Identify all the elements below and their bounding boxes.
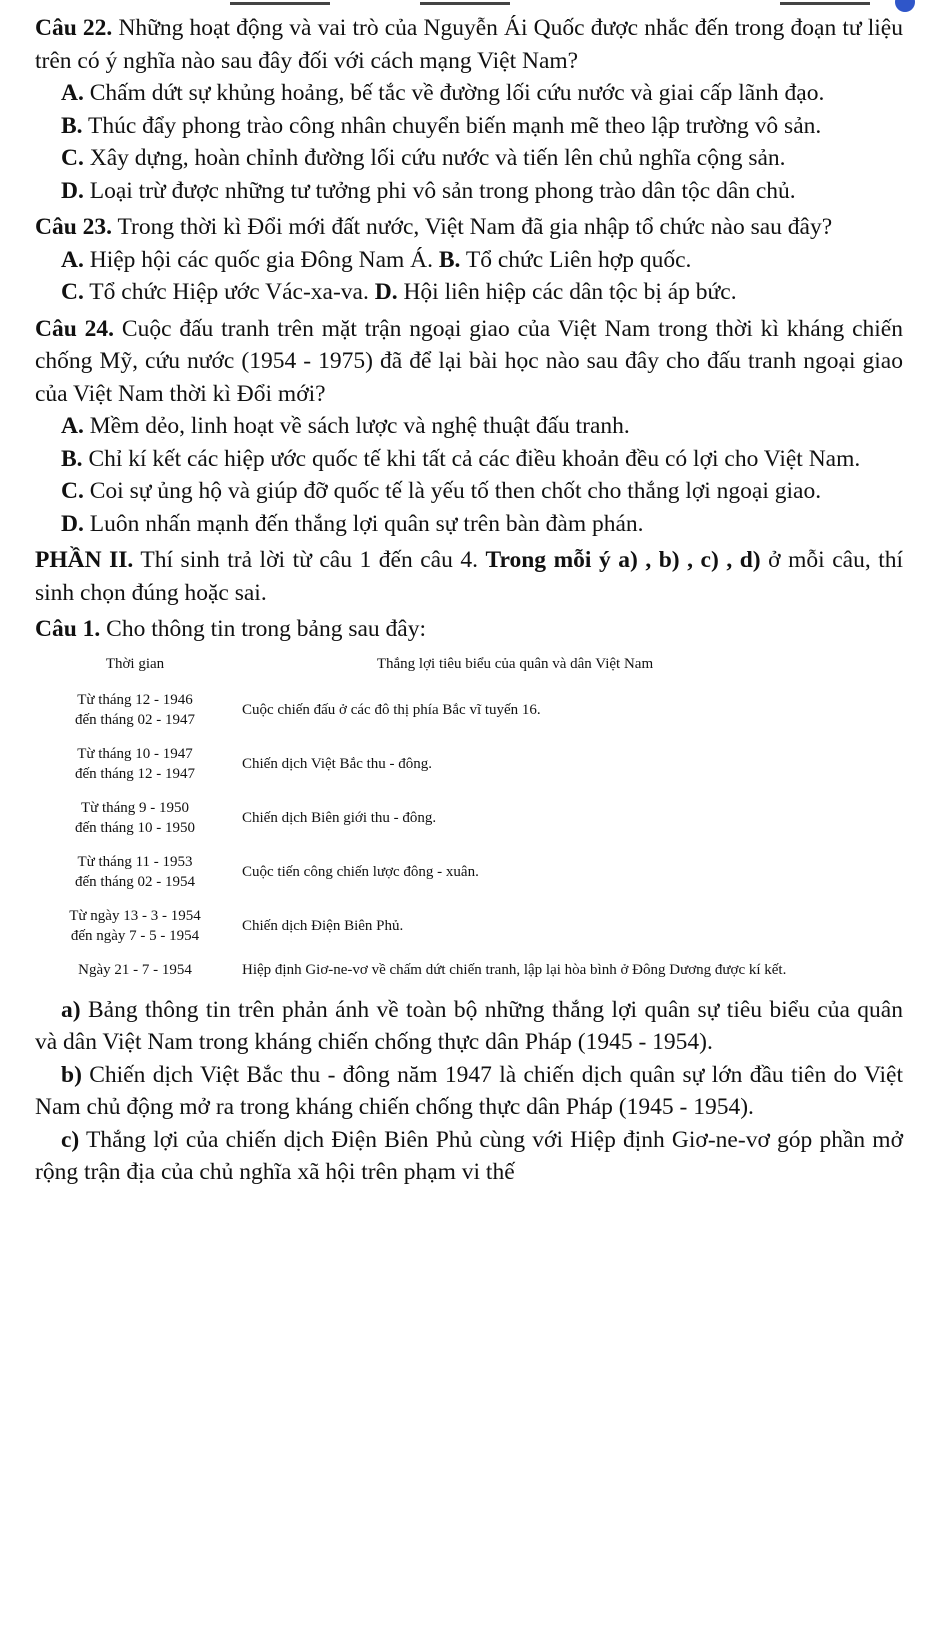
header-time: Thời gian (105, 655, 165, 672)
option-letter: C. (61, 279, 84, 305)
question-stem: Những hoạt động và vai trò của Nguyễn Ái Quốc được nhắc đến trong đoạn tư liệu trên có ý nghĩa nào sau đây đối với cách mạng Việt Nam? (35, 15, 903, 74)
table-row (36, 738, 796, 792)
option-letter: B. (61, 445, 83, 472)
cell-time: Ngày 21 - 7 - 1954 (78, 961, 192, 978)
statement-a (0, 994, 933, 1059)
option-b (0, 443, 933, 476)
options-cd (0, 276, 933, 309)
option-text: Tổ chức Liên hợp quốc. (460, 246, 692, 273)
option-letter: D. (61, 177, 84, 204)
scroll-indicator-icon (895, 0, 915, 12)
table-row (36, 684, 796, 738)
option-b (0, 110, 933, 143)
statement-letter: b) (61, 1061, 82, 1088)
option-letter: D. (61, 510, 84, 537)
cell-time: Từ ngày 13 - 3 - 1954 đến ngày 7 - 5 - 1954 (69, 907, 201, 944)
option-text: Luôn nhấn mạnh đến thắng lợi quân sự trên bàn đàm phán. (83, 510, 644, 537)
question-label: Câu 1. (35, 616, 101, 642)
question-22 (0, 12, 933, 77)
part-bold-text: Trong mỗi ý a) , b) , c) , d) (485, 547, 761, 573)
exam-page (0, 12, 933, 1189)
option-a (0, 410, 933, 443)
cell-event: Chiến dịch Việt Bắc thu - đông. (242, 755, 433, 772)
option-text: Loại trừ được những tư tưởng phi vô sản trong phong trào dân tộc dân chủ. (83, 177, 796, 204)
cell-event: Chiến dịch Điện Biên Phủ. (242, 917, 404, 934)
option-d (0, 508, 933, 541)
statement-b (0, 1059, 933, 1124)
question-23 (0, 211, 933, 244)
table-row (36, 792, 796, 846)
option-c (0, 475, 933, 508)
option-a (0, 77, 933, 110)
option-text: Hiệp hội các quốc gia Đông Nam Á. (83, 246, 439, 273)
cropped-line (420, 2, 510, 5)
cell-event: Cuộc chiến đấu ở các đô thị phía Bắc vĩ tuyến 16. (242, 701, 541, 718)
option-text: Mềm dẻo, linh hoạt về sách lược và nghệ thuật đấu tranh. (83, 413, 630, 439)
table-row (36, 900, 796, 954)
top-edge-remnant (0, 0, 933, 10)
cell-time: Từ tháng 11 - 1953 đến tháng 02 - 1954 (75, 853, 195, 890)
question-label: Câu 23. (35, 214, 113, 240)
option-text: Coi sự ủng hộ và giúp đỡ quốc tế là yếu tố then chốt cho thắng lợi ngoại giao. (83, 478, 822, 504)
part-2-instructions (0, 544, 933, 609)
options-ab (0, 244, 933, 277)
statement-text: Thắng lợi của chiến dịch Điện Biên Phủ cùng với Hiệp định Giơ-ne-vơ góp phần mở rộng trận địa của chủ nghĩa xã hội trên phạm vi thế (35, 1126, 903, 1185)
cell-event: Hiệp định Giơ-ne-vơ về chấm dứt chiến tranh, lập lại hòa bình ở Đông Dương được kí kết. (242, 961, 787, 978)
statement-letter: c) (61, 1126, 80, 1153)
option-letter: B. (61, 112, 83, 139)
statement-text: Chiến dịch Việt Bắc thu - đông năm 1947 là chiến dịch quân sự lớn đầu tiên do Việt Nam chủ động mở ra trong kháng chiến chống thực dân Pháp (1945 - 1954). (35, 1061, 903, 1120)
option-letter: B. (438, 246, 461, 273)
option-letter: A. (61, 413, 84, 439)
cell-event: Cuộc tiến công chiến lược đông - xuân. (242, 863, 479, 880)
question-24 (0, 313, 933, 411)
cropped-line (230, 2, 330, 5)
option-letter: A. (61, 80, 84, 106)
statement-letter: a) (61, 996, 81, 1023)
question-stem: Cuộc đấu tranh trên mặt trận ngoại giao của Việt Nam trong thời kì kháng chiến chống Mỹ, cứu nước (1954 - 1975) đã để lại bài học nào sau đây cho đấu tranh ngoại giao của Việt Nam thời kì Đổi mới? (35, 315, 903, 407)
option-letter: C. (61, 478, 84, 504)
cell-event: Chiến dịch Biên giới thu - đông. (242, 809, 437, 826)
option-text: Chấm dứt sự khủng hoảng, bế tắc về đường lối cứu nước và giai cấp lãnh đạo. (83, 80, 825, 106)
option-text: Hội liên hiệp các dân tộc bị áp bức. (397, 279, 737, 305)
cropped-line (780, 2, 870, 5)
table-row (36, 954, 796, 988)
statement-text: Bảng thông tin trên phản ánh về toàn bộ những thắng lợi quân sự tiêu biểu của quân và dân Việt Nam trong kháng chiến chống thực dân Pháp (1945 - 1954). (35, 996, 903, 1055)
option-d (0, 175, 933, 208)
option-letter: C. (61, 145, 84, 171)
statement-c (0, 1124, 933, 1189)
part-text-2: ở mỗi câu, thí sinh chọn đúng hoặc sai. (35, 547, 904, 606)
question-stem: Cho thông tin trong bảng sau đây: (100, 616, 427, 642)
part-text: Thí sinh trả lời từ câu 1 đến câu 4. (133, 547, 486, 573)
table-row (36, 846, 796, 900)
cell-time: Từ tháng 9 - 1950 đến tháng 10 - 1950 (75, 799, 195, 836)
option-c (0, 142, 933, 175)
option-text: Chỉ kí kết các hiệp ước quốc tế khi tất cả các điều khoản đều có lợi cho Việt Nam. (82, 445, 861, 472)
option-text: Thúc đẩy phong trào công nhân chuyển biến mạnh mẽ theo lập trường vô sản. (82, 112, 822, 139)
question-label: Câu 22. (35, 15, 113, 41)
question-1 (0, 613, 933, 646)
option-letter: A. (61, 246, 84, 273)
option-text: Tổ chức Hiệp ước Vác-xa-va. (83, 279, 375, 305)
option-text: Xây dựng, hoàn chỉnh đường lối cứu nước và tiến lên chủ nghĩa cộng sản. (83, 145, 786, 171)
cell-time: Từ tháng 12 - 1946 đến tháng 02 - 1947 (75, 691, 195, 728)
info-table (36, 652, 796, 988)
question-stem: Trong thời kì Đổi mới đất nước, Việt Nam đã gia nhập tổ chức nào sau đây? (112, 214, 833, 240)
option-letter: D. (374, 279, 398, 305)
header-victory: Thắng lợi tiêu biểu của quân và dân Việt Nam (376, 655, 654, 672)
question-label: Câu 24. (35, 315, 115, 342)
cell-time: Từ tháng 10 - 1947 đến tháng 12 - 1947 (75, 745, 195, 782)
table-header-row (36, 652, 796, 684)
part-label: PHẦN II. (35, 547, 134, 573)
